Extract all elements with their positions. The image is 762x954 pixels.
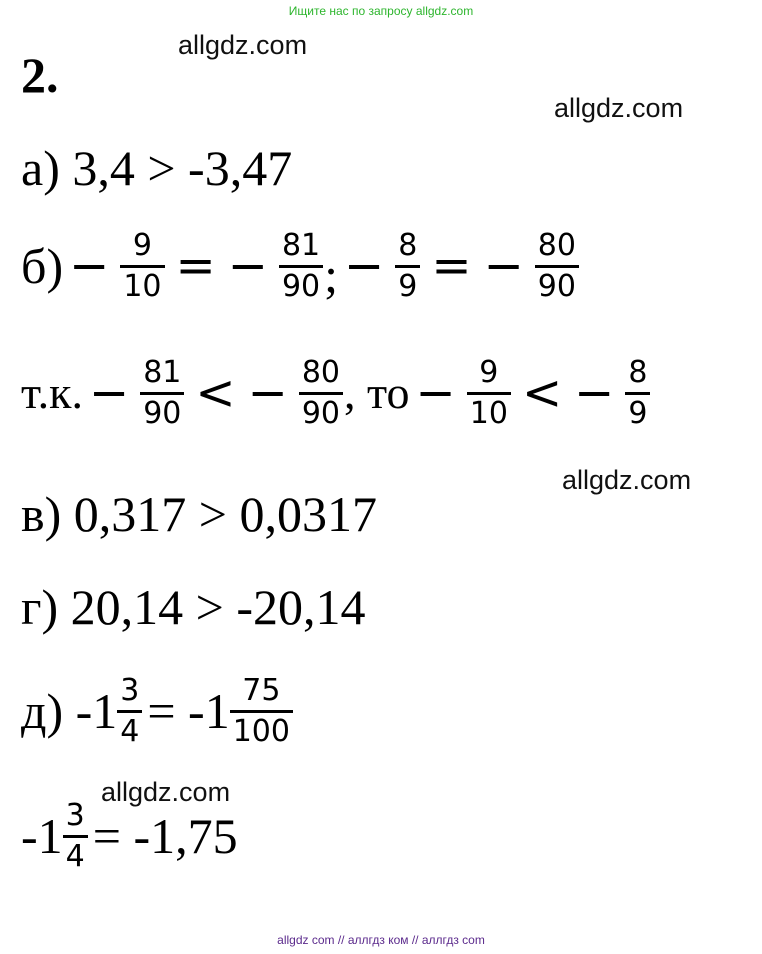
line-c: [21, 357, 655, 429]
fraction: [140, 357, 184, 429]
fraction: [279, 230, 323, 302]
fraction-bar: [467, 392, 511, 395]
task-number: 2.: [21, 47, 59, 103]
fraction-bar: [299, 392, 343, 395]
watermark: allgdz.com: [554, 93, 684, 123]
numerator: 8: [398, 228, 418, 263]
numerator: 9: [479, 355, 499, 390]
minus-sign: −: [415, 365, 456, 421]
watermark: allgdz.com: [178, 30, 308, 60]
fraction-bar: [140, 392, 184, 395]
denominator: 4: [120, 713, 140, 749]
denominator: 90: [537, 268, 576, 304]
fraction: [395, 230, 420, 302]
line-g-text: г) 20,14 > -20,14: [21, 579, 366, 635]
denominator: 90: [143, 395, 182, 431]
line-d: [21, 675, 298, 747]
fraction: [230, 675, 293, 747]
watermark: allgdz.com: [562, 465, 692, 495]
numerator: 80: [537, 228, 576, 263]
fraction: [63, 800, 88, 872]
fraction-bar: [535, 265, 579, 268]
numerator: 81: [281, 228, 321, 263]
line-e: [21, 800, 238, 872]
numerator: 75: [242, 673, 281, 708]
equals-sign: =: [175, 238, 216, 294]
line-g: [21, 579, 366, 635]
denominator: 100: [232, 713, 290, 749]
minus-sign: −: [227, 238, 268, 294]
line-c-label: т.к.: [21, 367, 83, 418]
equals-sign: =: [431, 238, 472, 294]
minus-sign: −: [574, 365, 615, 421]
fraction-bar: [395, 265, 420, 268]
fraction-bar: [120, 265, 164, 268]
line-e-lead: -1: [21, 808, 63, 864]
denominator: 10: [123, 268, 162, 304]
footer-links[interactable]: allgdz com // аллгдз ком // аллгдз com: [277, 933, 485, 947]
denominator: 4: [65, 838, 85, 874]
line-a: [21, 140, 293, 196]
numerator: 3: [120, 673, 140, 708]
semicolon: ;: [324, 247, 339, 303]
fraction: [625, 357, 650, 429]
numerator: 3: [65, 798, 85, 833]
line-a-text: а) 3,4 > -3,47: [21, 140, 293, 196]
fraction: [535, 230, 579, 302]
denominator: 90: [281, 268, 321, 304]
line-v: [21, 486, 377, 542]
less-than-sign: <: [521, 365, 563, 421]
fraction-bar: [117, 710, 142, 713]
minus-sign: −: [89, 365, 130, 421]
equals-text: = -1: [147, 683, 230, 739]
minus-sign: −: [344, 238, 385, 294]
numerator: 80: [301, 355, 341, 390]
line-b-label: б): [21, 238, 64, 294]
denominator: 9: [398, 268, 418, 304]
fraction-bar: [625, 392, 650, 395]
numerator: 9: [132, 228, 152, 263]
fraction-bar: [63, 835, 88, 838]
denominator: 90: [301, 395, 341, 431]
denominator: 10: [469, 395, 508, 431]
fraction: [117, 675, 142, 747]
comma-then: , то: [344, 367, 410, 418]
fraction: [120, 230, 164, 302]
numerator: 8: [628, 355, 648, 390]
line-e-tail: = -1,75: [92, 808, 238, 864]
line-v-text: в) 0,317 > 0,0317: [21, 486, 377, 542]
line-d-label: д) -1: [21, 683, 118, 739]
minus-sign: −: [483, 238, 524, 294]
fraction-bar: [230, 710, 293, 713]
fraction: [299, 357, 343, 429]
numerator: 81: [143, 355, 182, 390]
minus-sign: −: [247, 365, 288, 421]
less-than-sign: <: [195, 365, 236, 421]
top-search-link[interactable]: Ищите нас по запросу allgdz.com: [288, 4, 474, 18]
denominator: 9: [628, 395, 648, 431]
fraction: [467, 357, 511, 429]
watermark: allgdz.com: [101, 777, 231, 807]
fraction-bar: [279, 265, 323, 268]
minus-sign: −: [69, 238, 110, 294]
line-b: [21, 230, 584, 302]
